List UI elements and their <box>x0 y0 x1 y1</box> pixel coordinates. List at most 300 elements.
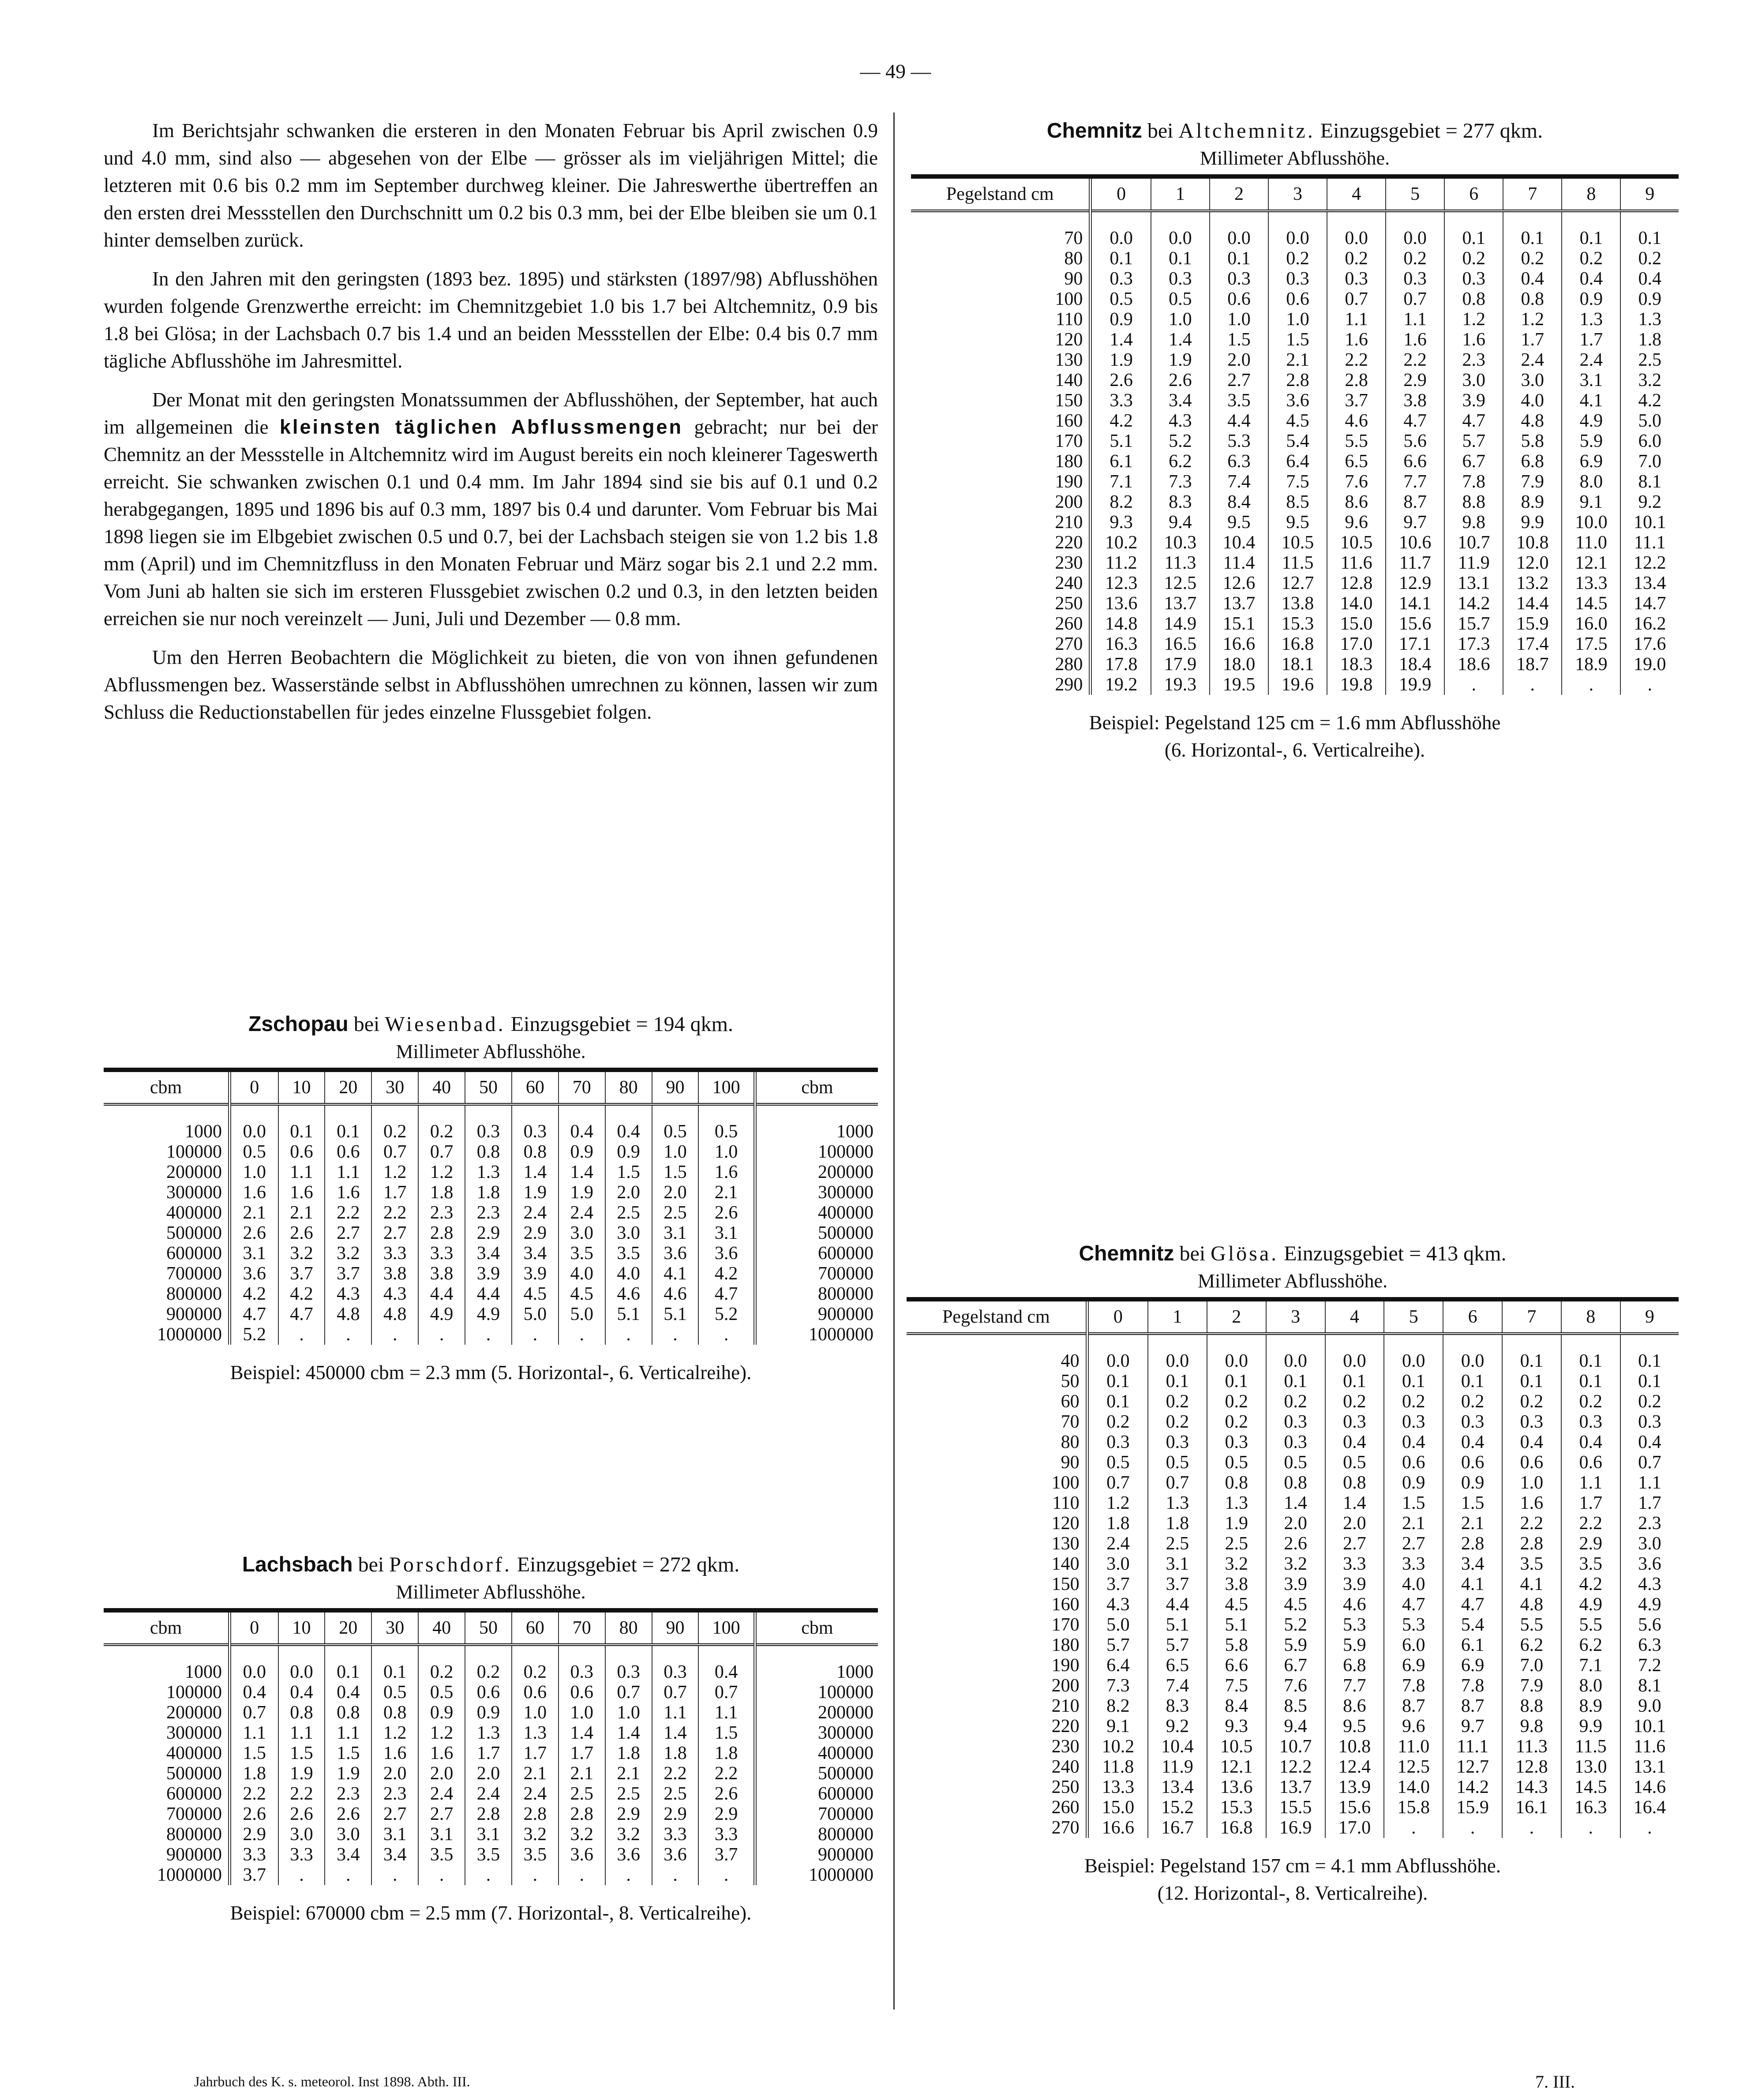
table-cell: 1.7 <box>1503 330 1562 350</box>
table-cell: 11.5 <box>1561 1736 1620 1757</box>
row-label: 70 <box>1064 228 1083 248</box>
table-row <box>911 654 1679 675</box>
table-cell: 2.7 <box>325 1223 371 1243</box>
table-row <box>911 248 1679 269</box>
table-row <box>911 390 1679 411</box>
table-cell: 10.0 <box>1562 512 1620 532</box>
table-cell: 0.1 <box>1620 211 1679 248</box>
table-row <box>907 1777 1679 1797</box>
table-cell: 9.4 <box>1151 512 1210 532</box>
table-row <box>911 593 1679 614</box>
table-cell: 3.0 <box>278 1824 325 1845</box>
table-lachsbach <box>104 1551 878 1927</box>
table-cell: 2.9 <box>605 1804 652 1824</box>
table-cell: . <box>418 1865 465 1885</box>
row-label: 290 <box>1055 675 1083 695</box>
table-cell: 5.1 <box>652 1304 699 1324</box>
table-cell: 4.5 <box>559 1284 605 1304</box>
table-cell: 9.1 <box>1087 1716 1148 1736</box>
column-header: 10 <box>278 1070 325 1104</box>
table-cell: 0.1 <box>1384 1371 1443 1391</box>
table-row <box>104 1264 878 1284</box>
table-cell: 0.5 <box>652 1104 699 1142</box>
table-row <box>104 1645 878 1682</box>
table-cell: 8.7 <box>1386 492 1444 512</box>
table-cell: 9.3 <box>1091 512 1151 532</box>
row-label: 200000 <box>166 1702 222 1723</box>
table-cell: 17.4 <box>1503 634 1562 654</box>
table-cell: 1.5 <box>605 1162 652 1182</box>
row-label: 800000 <box>166 1284 222 1304</box>
table-cell: 13.1 <box>1444 573 1503 593</box>
table-cell: 9.1 <box>1562 492 1620 512</box>
table-cell: 3.3 <box>1325 1554 1384 1574</box>
table-cell: 3.5 <box>1210 390 1268 411</box>
table-cell: 3.8 <box>1207 1574 1266 1594</box>
table-cell: 0.3 <box>512 1104 559 1142</box>
table-cell: 0.8 <box>512 1142 559 1162</box>
table-cell: 12.3 <box>1091 573 1151 593</box>
table-cell: 2.9 <box>652 1804 699 1824</box>
column-header: 30 <box>371 1610 418 1645</box>
table-cell: 7.3 <box>1087 1676 1148 1696</box>
table-cell: 0.1 <box>1562 211 1620 248</box>
table-cell: 9.3 <box>1207 1716 1266 1736</box>
table-cell: 8.9 <box>1561 1696 1620 1716</box>
table-cell: 1.0 <box>229 1162 278 1182</box>
table-cell: 500000 <box>755 1763 878 1784</box>
table-cell: 7.7 <box>1325 1676 1384 1696</box>
table-cell: 3.4 <box>371 1845 418 1865</box>
table-cell: 12.1 <box>1562 553 1620 573</box>
table-cell: 7.8 <box>1444 472 1503 492</box>
table-cell: 5.1 <box>1207 1615 1266 1635</box>
table-cell: 3.7 <box>1087 1574 1148 1594</box>
table-row <box>907 1493 1679 1513</box>
table-cell: . <box>465 1865 512 1885</box>
column-header: 9 <box>1620 1299 1679 1334</box>
table-cell: 1.4 <box>559 1723 605 1743</box>
table-cell: 3.7 <box>325 1264 371 1284</box>
table-cell: 1.0 <box>1502 1473 1561 1493</box>
table-cell: 1.1 <box>278 1162 325 1182</box>
table-cell: 0.9 <box>559 1142 605 1162</box>
table-cell: 0.3 <box>1444 269 1503 289</box>
table-cell: 2.6 <box>698 1784 755 1804</box>
table-cell: 0.0 <box>229 1645 278 1682</box>
table-cell: 17.6 <box>1620 634 1679 654</box>
table-cell: 2.6 <box>325 1804 371 1824</box>
table-cell: 700000 <box>755 1804 878 1824</box>
data-table <box>104 1068 878 1345</box>
table-cell: 5.0 <box>1087 1615 1148 1635</box>
table-cell: 4.8 <box>1502 1594 1561 1615</box>
table-cell: 1.1 <box>229 1723 278 1743</box>
table-cell: 9.4 <box>1266 1716 1325 1736</box>
table-header-row <box>104 1610 878 1645</box>
table-cell: 1.1 <box>325 1162 371 1182</box>
table-cell: 1.3 <box>1207 1493 1266 1513</box>
table-cell: 1.7 <box>1561 1493 1620 1513</box>
table-cell: 3.9 <box>512 1264 559 1284</box>
table-cell: 0.1 <box>1561 1371 1620 1391</box>
table-cell: 13.9 <box>1325 1777 1384 1797</box>
column-header: 4 <box>1327 176 1386 211</box>
table-cell: 4.2 <box>1561 1574 1620 1594</box>
table-cell: 6.9 <box>1384 1655 1443 1676</box>
table-cell: 2.2 <box>698 1763 755 1784</box>
row-label: 260 <box>1055 614 1083 634</box>
column-header: 4 <box>1325 1299 1384 1334</box>
table-cell: 0.6 <box>1502 1452 1561 1473</box>
table-cell: 1.5 <box>325 1743 371 1763</box>
table-cell: 17.0 <box>1327 634 1386 654</box>
table-row <box>907 1534 1679 1554</box>
table-row <box>104 1723 878 1743</box>
column-header: 0 <box>1087 1299 1148 1334</box>
table-header-row <box>911 176 1679 211</box>
table-cell: 4.5 <box>1266 1594 1325 1615</box>
table-row <box>911 532 1679 553</box>
table-row <box>104 1243 878 1264</box>
row-label: 110 <box>1055 309 1083 330</box>
table-row <box>104 1865 878 1885</box>
table-cell: 3.7 <box>278 1264 325 1284</box>
column-header: 0 <box>229 1070 278 1104</box>
table-cell: 4.1 <box>1562 390 1620 411</box>
table-title: Chemnitz bei Altchemnitz. Einzugsgebiet = 277 qkm. <box>1046 119 1543 142</box>
table-cell: 1000000 <box>755 1324 878 1345</box>
table-cell: 0.3 <box>1151 269 1210 289</box>
table-row <box>911 553 1679 573</box>
table-row <box>907 1452 1679 1473</box>
table-cell: 0.1 <box>1620 1334 1679 1371</box>
table-cell: . <box>371 1865 418 1885</box>
table-cell: 15.3 <box>1207 1797 1266 1818</box>
table-cell: 0.2 <box>1207 1412 1266 1432</box>
table-cell: 4.3 <box>1151 411 1210 431</box>
table-cell: 2.1 <box>559 1763 605 1784</box>
table-row <box>907 1818 1679 1838</box>
table-cell: 3.1 <box>371 1824 418 1845</box>
table-cell: 2.2 <box>1561 1513 1620 1534</box>
table-cell: 1.6 <box>1444 330 1503 350</box>
table-cell: 11.3 <box>1151 553 1210 573</box>
table-cell: 0.8 <box>1207 1473 1266 1493</box>
row-label: 160 <box>1055 411 1083 431</box>
table-cell: 0.0 <box>1327 211 1386 248</box>
column-header: 10 <box>278 1610 325 1645</box>
paragraph: Im Berichtsjahr schwanken die ersteren in den Monaten Februar bis April zwischen 0.9 und 4.0 mm, sind also — abgesehen von der Elbe — grösser als im vieljährigen Mittel; die letzteren mit 0.6 bis 0.2 mm im September durchweg kleiner. Die Jahreswerthe übertreffen an den ersten drei Messstellen den Durchschnitt um 0.2 bis 0.3 mm, bei der Elbe bleiben sie um 0.1 hinter demselben zurück. <box>104 120 878 251</box>
table-cell: 3.0 <box>1620 1534 1679 1554</box>
table-cell: 14.2 <box>1444 593 1503 614</box>
table-cell: 2.5 <box>605 1784 652 1804</box>
table-cell: 4.8 <box>1503 411 1562 431</box>
table-cell: 6.6 <box>1386 451 1444 472</box>
table-cell: 0.7 <box>698 1682 755 1702</box>
table-cell: 15.5 <box>1266 1797 1325 1818</box>
table-row <box>104 1702 878 1723</box>
table-cell: 400000 <box>755 1203 878 1223</box>
table-cell: 0.5 <box>698 1104 755 1142</box>
table-cell: 0.2 <box>1325 1391 1384 1412</box>
table-cell: 2.6 <box>229 1223 278 1243</box>
table-cell: . <box>325 1324 371 1345</box>
table-cell: 3.4 <box>465 1243 512 1264</box>
table-cell: 3.6 <box>1268 390 1327 411</box>
table-cell: 2.6 <box>278 1223 325 1243</box>
table-cell: 4.7 <box>1384 1594 1443 1615</box>
column-header: 0 <box>229 1610 278 1645</box>
table-cell: 0.2 <box>1620 248 1679 269</box>
table-cell: 4.1 <box>652 1264 699 1284</box>
table-cell: 1.5 <box>1268 330 1327 350</box>
table-cell: 2.2 <box>652 1763 699 1784</box>
table-cell: 5.4 <box>1443 1615 1502 1635</box>
table-cell: 10.5 <box>1327 532 1386 553</box>
table-cell: 0.1 <box>1325 1371 1384 1391</box>
table-cell: 400000 <box>755 1743 878 1763</box>
table-row <box>104 1324 878 1345</box>
table-row <box>907 1757 1679 1777</box>
row-label: 270 <box>1055 634 1083 654</box>
table-cell: . <box>325 1865 371 1885</box>
table-cell: 0.0 <box>1386 211 1444 248</box>
table-cell: 4.3 <box>325 1284 371 1304</box>
table-cell: 7.1 <box>1091 472 1151 492</box>
table-cell: 14.5 <box>1561 1777 1620 1797</box>
table-cell: 3.4 <box>325 1845 371 1865</box>
row-label: 140 <box>1051 1554 1080 1574</box>
table-cell: 6.0 <box>1620 431 1679 451</box>
table-cell: 0.1 <box>1266 1371 1325 1391</box>
table-cell: 1.3 <box>1562 309 1620 330</box>
table-cell: 5.5 <box>1561 1615 1620 1635</box>
table-cell: 2.4 <box>512 1203 559 1223</box>
table-cell: 4.9 <box>1562 411 1620 431</box>
table-cell: 1.4 <box>1325 1493 1384 1513</box>
table-cell: 1.0 <box>1210 309 1268 330</box>
table-cell: 4.7 <box>1444 411 1503 431</box>
table-cell: 3.3 <box>1091 390 1151 411</box>
table-cell: 12.4 <box>1325 1757 1384 1777</box>
table-cell: 0.2 <box>1384 1391 1443 1412</box>
table-cell: 13.4 <box>1148 1777 1207 1797</box>
table-cell: 3.7 <box>1148 1574 1207 1594</box>
table-cell: 0.5 <box>1325 1452 1384 1473</box>
table-cell: 1.2 <box>1444 309 1503 330</box>
table-cell: 0.1 <box>1210 248 1268 269</box>
row-label: 220 <box>1055 532 1083 553</box>
table-cell: 4.2 <box>698 1264 755 1284</box>
table-cell: 600000 <box>755 1243 878 1264</box>
table-cell: 14.4 <box>1503 593 1562 614</box>
table-cell: 14.0 <box>1327 593 1386 614</box>
column-header: cbm <box>150 1077 182 1098</box>
table-cell: 0.4 <box>1384 1432 1443 1452</box>
table-cell: 1.1 <box>698 1702 755 1723</box>
body-text <box>104 117 878 737</box>
table-cell: 5.3 <box>1384 1615 1443 1635</box>
table-cell: 0.9 <box>1443 1473 1502 1493</box>
table-cell: 1.6 <box>1386 330 1444 350</box>
table-cell: 13.4 <box>1620 573 1679 593</box>
table-cell: 2.8 <box>512 1804 559 1824</box>
column-header: 90 <box>652 1610 699 1645</box>
table-cell: 5.6 <box>1620 1615 1679 1635</box>
column-header: 60 <box>512 1610 559 1645</box>
table-cell: 0.0 <box>1266 1334 1325 1371</box>
table-cell: 2.6 <box>1266 1534 1325 1554</box>
table-row <box>104 1845 878 1865</box>
table-cell: 6.7 <box>1444 451 1503 472</box>
table-cell: . <box>1562 675 1620 695</box>
table-cell: 18.9 <box>1562 654 1620 675</box>
table-row <box>907 1334 1679 1371</box>
table-cell: 15.1 <box>1210 614 1268 634</box>
table-cell: 3.5 <box>1502 1554 1561 1574</box>
table-cell: 12.8 <box>1327 573 1386 593</box>
table-cell: 0.0 <box>1443 1334 1502 1371</box>
table-cell: 2.2 <box>278 1784 325 1804</box>
table-cell: 4.1 <box>1502 1574 1561 1594</box>
table-cell: 4.0 <box>1384 1574 1443 1594</box>
table-cell: 1.8 <box>1087 1513 1148 1534</box>
table-cell: 5.4 <box>1268 431 1327 451</box>
table-cell: 0.2 <box>418 1104 465 1142</box>
table-cell: 3.6 <box>652 1845 699 1865</box>
table-cell: 16.1 <box>1502 1797 1561 1818</box>
table-cell: 11.0 <box>1384 1736 1443 1757</box>
table-cell: 2.3 <box>1620 1513 1679 1534</box>
table-cell: 0.3 <box>1087 1432 1148 1452</box>
table-row <box>907 1513 1679 1534</box>
column-header: 5 <box>1386 176 1444 211</box>
table-row <box>907 1371 1679 1391</box>
table-cell: 0.0 <box>1268 211 1327 248</box>
table-cell: 1.3 <box>465 1723 512 1743</box>
table-cell: 3.1 <box>652 1223 699 1243</box>
table-title: Zschopau bei Wiesenbad. Einzugsgebiet = 194 qkm. <box>248 1012 733 1036</box>
table-cell: 16.6 <box>1087 1818 1148 1838</box>
table-cell: 1.1 <box>1620 1473 1679 1493</box>
column-header: cbm <box>755 1070 878 1104</box>
table-cell: 3.9 <box>1444 390 1503 411</box>
table-cell: 0.2 <box>1148 1412 1207 1432</box>
table-cell: 200000 <box>755 1702 878 1723</box>
table-cell: 4.3 <box>1087 1594 1148 1615</box>
table-cell: 2.3 <box>418 1203 465 1223</box>
table-cell: 16.4 <box>1620 1797 1679 1818</box>
table-row <box>104 1763 878 1784</box>
column-header: 60 <box>512 1070 559 1104</box>
table-cell: . <box>465 1324 512 1345</box>
table-cell: 14.8 <box>1091 614 1151 634</box>
table-cell: 2.8 <box>465 1804 512 1824</box>
row-label: 270 <box>1051 1818 1080 1838</box>
table-cell: 11.4 <box>1210 553 1268 573</box>
table-cell: 3.4 <box>1443 1554 1502 1574</box>
table-cell: 0.3 <box>1620 1412 1679 1432</box>
table-row <box>907 1797 1679 1818</box>
table-cell: 0.3 <box>1386 269 1444 289</box>
table-cell: 1.2 <box>1503 309 1562 330</box>
table-cell: 8.1 <box>1620 472 1679 492</box>
table-cell: 4.2 <box>1620 390 1679 411</box>
table-cell: 2.2 <box>1502 1513 1561 1534</box>
paragraph-text: Der Monat mit den geringsten Monatssummen der Abflusshöhen, der <box>152 389 710 411</box>
row-label: 500000 <box>166 1223 222 1243</box>
table-row <box>911 614 1679 634</box>
table-cell: 7.4 <box>1210 472 1268 492</box>
table-cell: 7.4 <box>1148 1676 1207 1696</box>
table-cell: 300000 <box>755 1723 878 1743</box>
table-cell: 4.5 <box>1207 1594 1266 1615</box>
table-cell: 14.7 <box>1620 593 1679 614</box>
table-cell: 2.5 <box>652 1784 699 1804</box>
table-cell: 700000 <box>755 1264 878 1284</box>
table-cell: 2.6 <box>278 1804 325 1824</box>
table-cell: 5.5 <box>1502 1615 1561 1635</box>
table-cell: 0.2 <box>418 1645 465 1682</box>
column-header: 6 <box>1443 1299 1502 1334</box>
table-cell: 19.0 <box>1620 654 1679 675</box>
row-label: 190 <box>1051 1655 1080 1676</box>
row-label: 160 <box>1051 1594 1080 1615</box>
paragraph-text: gebracht; nur bei der Chemnitz an der Messstelle in Altchemnitz wird im August bereits ein noch kleinerer Tageswerth erreicht. Sie schwanken zwischen 0.1 und 0.4 mm. Im Jahr 1894 sind sie bis auf 0.1 und 0.2 herabgegangen, 1895 und 1896 bis auf 0.3 mm, 1897 bis 0.4 und darunter. Vom Februar bis Mai 1898 liegen sie im Elbgebiet zwischen 0.5 und 0.7, bei der Lachsbach steigen sie von 1.2 bis 1.8 mm (April) und im Chemnitzfluss in den Monaten Februar und März sogar bis 2.1 und 2.2 mm. Vom Juni ab halten sie sich im ersteren Flussgebiet zwischen 0.2 und 0.3, in den letzten beiden erreichen sie nur noch vereinzelt — Juni, Juli und Dezember — 0.8 mm. <box>104 416 878 630</box>
table-cell: 3.0 <box>605 1223 652 1243</box>
data-table <box>907 1297 1679 1838</box>
table-cell: 2.9 <box>512 1223 559 1243</box>
table-cell: 5.9 <box>1562 431 1620 451</box>
table-cell: 10.4 <box>1148 1736 1207 1757</box>
table-cell: 16.3 <box>1091 634 1151 654</box>
column-header: 1 <box>1148 1299 1207 1334</box>
table-cell: 7.6 <box>1266 1676 1325 1696</box>
table-cell: 16.8 <box>1207 1818 1266 1838</box>
row-label: 170 <box>1051 1615 1080 1635</box>
row-label: 300000 <box>166 1723 222 1743</box>
table-cell: 0.5 <box>1148 1452 1207 1473</box>
row-label: 200 <box>1051 1676 1080 1696</box>
table-cell: 1000 <box>755 1645 878 1682</box>
column-header: 40 <box>418 1070 465 1104</box>
table-cell: 3.3 <box>229 1845 278 1865</box>
table-cell: 2.4 <box>1503 350 1562 370</box>
column-header: 3 <box>1266 1299 1325 1334</box>
table-cell: 0.7 <box>371 1142 418 1162</box>
table-cell: 4.2 <box>229 1284 278 1304</box>
table-cell: 2.8 <box>559 1804 605 1824</box>
table-cell: . <box>512 1324 559 1345</box>
table-cell: 800000 <box>755 1284 878 1304</box>
table-cell: 0.7 <box>1327 289 1386 309</box>
table-cell: 12.7 <box>1268 573 1327 593</box>
table-row <box>911 330 1679 350</box>
table-cell: 12.8 <box>1502 1757 1561 1777</box>
table-cell: 8.8 <box>1444 492 1503 512</box>
table-row <box>104 1743 878 1763</box>
footer-journal: Jahrbuch des K. s. meteorol. Inst 1898. Abth. III. <box>194 2074 470 2089</box>
column-header: 50 <box>465 1070 512 1104</box>
row-label: 900000 <box>166 1304 222 1324</box>
table-cell: 500000 <box>755 1223 878 1243</box>
table-cell: 0.6 <box>1384 1452 1443 1473</box>
table-cell: 12.5 <box>1384 1757 1443 1777</box>
table-cell: 10.4 <box>1210 532 1268 553</box>
table-cell: 3.4 <box>512 1243 559 1264</box>
table-cell: 0.1 <box>1148 1371 1207 1391</box>
